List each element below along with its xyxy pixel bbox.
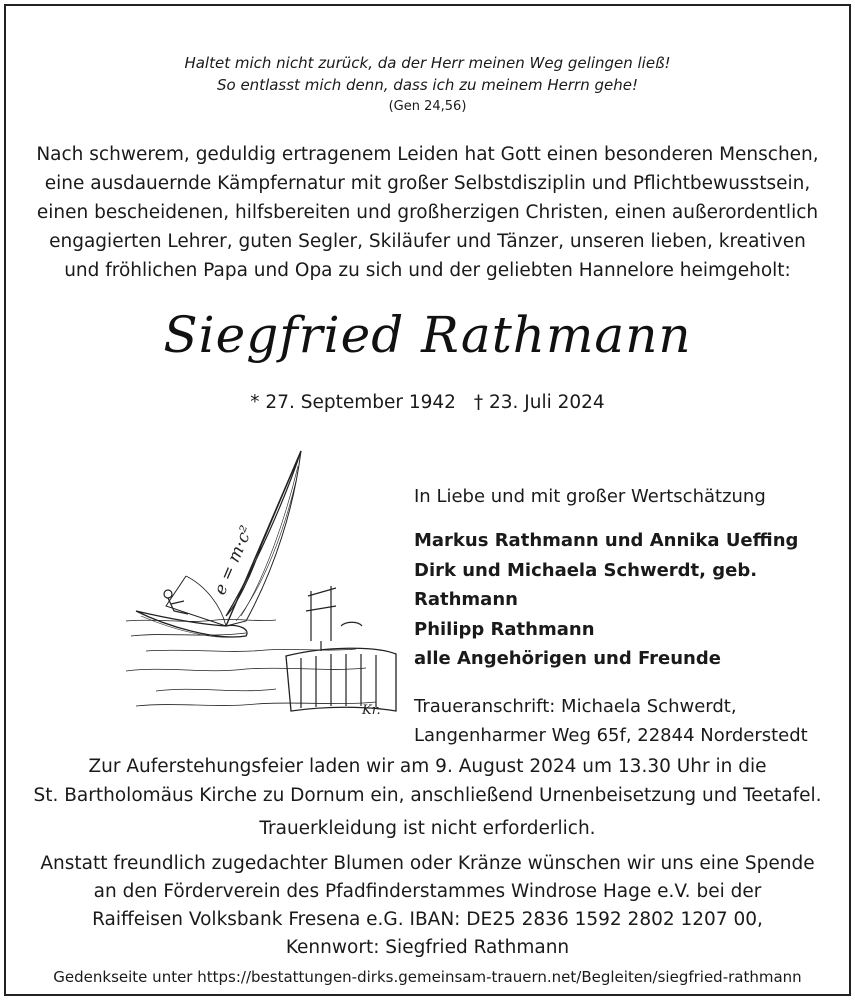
service-line: Zur Auferstehungsfeier laden wir am 9. August 2024 um 13.30 Uhr in die <box>88 756 767 777</box>
family-lead: In Liebe und mit großer Wertschätzung <box>414 486 766 507</box>
address-line: Traueranschrift: Michaela Schwerdt, <box>414 695 737 717</box>
pier-icon <box>286 648 396 711</box>
sail-formula: e = m·c² <box>210 522 258 598</box>
family-member: Markus Rathmann und Annika Ueffing <box>414 530 799 551</box>
bible-quote <box>6 52 849 96</box>
life-dates <box>6 392 849 413</box>
donation-line: Anstatt freundlich zugedachter Blumen oder Kränze wünschen wir uns eine Spende <box>40 853 815 874</box>
intro-text <box>26 140 829 285</box>
dress-note: Trauerkleidung ist nicht erforderlich. <box>259 818 596 839</box>
donation-info <box>26 850 829 962</box>
quote-line: So entlasst mich denn, dass ich zu meinem Herrn gehe! <box>216 76 638 94</box>
easel-icon <box>306 586 362 651</box>
donation-line: Kennwort: Siegfried Rathmann <box>285 937 570 958</box>
address-line: Langenharmer Weg 65f, 22844 Norderstedt <box>414 725 808 746</box>
memorial-page-link[interactable]: Gedenkseite unter https://bestattungen-dirks.gemeinsam-trauern.net/Begleiten/siegfried-rathmann <box>53 968 802 986</box>
family-section <box>414 484 844 751</box>
birth-date: * 27. September 1942 <box>250 392 456 413</box>
family-member: alle Angehörigen und Freunde <box>414 648 721 669</box>
family-member: Dirk und Michaela Schwerdt, geb. Rathmann <box>414 559 758 610</box>
service-line: St. Bartholomäus Kirche zu Dornum ein, anschließend Urnenbeisetzung und Teetafel. <box>33 785 822 806</box>
artist-signature: Kr. <box>362 703 381 718</box>
death-date: † 23. Juli 2024 <box>473 392 605 413</box>
intro-line: und fröhlichen Papa und Opa zu sich und der geliebten Hannelore heimgeholt: <box>64 260 791 281</box>
intro-line: Nach schwerem, geduldig ertragenem Leiden hat Gott einen besonderen Menschen, <box>36 144 819 165</box>
mourning-address <box>414 692 844 751</box>
service-info <box>16 752 839 810</box>
deceased-name: Siegfried Rathmann <box>163 306 692 364</box>
sailboat-sketch <box>126 436 406 726</box>
water-lines <box>126 619 376 706</box>
intro-line: eine ausdauernde Kämpfernatur mit großer Selbstdisziplin und Pflichtbewusstsein, <box>44 173 811 194</box>
donation-line: Raiffeisen Volksbank Fresena e.G. IBAN: DE25 2836 1592 2802 1207 00, <box>92 909 763 930</box>
quote-reference: (Gen 24,56) <box>388 99 467 114</box>
intro-line: engagierten Lehrer, guten Segler, Skiläufer und Tänzer, unseren lieben, kreativen <box>49 231 806 252</box>
quote-line: Haltet mich nicht zurück, da der Herr meinen Weg gelingen ließ! <box>184 54 671 72</box>
intro-line: einen bescheidenen, hilfsbereiten und großherzigen Christen, einen außerordentlich <box>36 202 819 223</box>
obituary-notice <box>4 4 851 996</box>
sailboat-icon <box>136 451 301 637</box>
donation-line: an den Förderverein des Pfadfinderstammes Windrose Hage e.V. bei der <box>93 881 762 902</box>
family-member: Philipp Rathmann <box>414 618 595 640</box>
